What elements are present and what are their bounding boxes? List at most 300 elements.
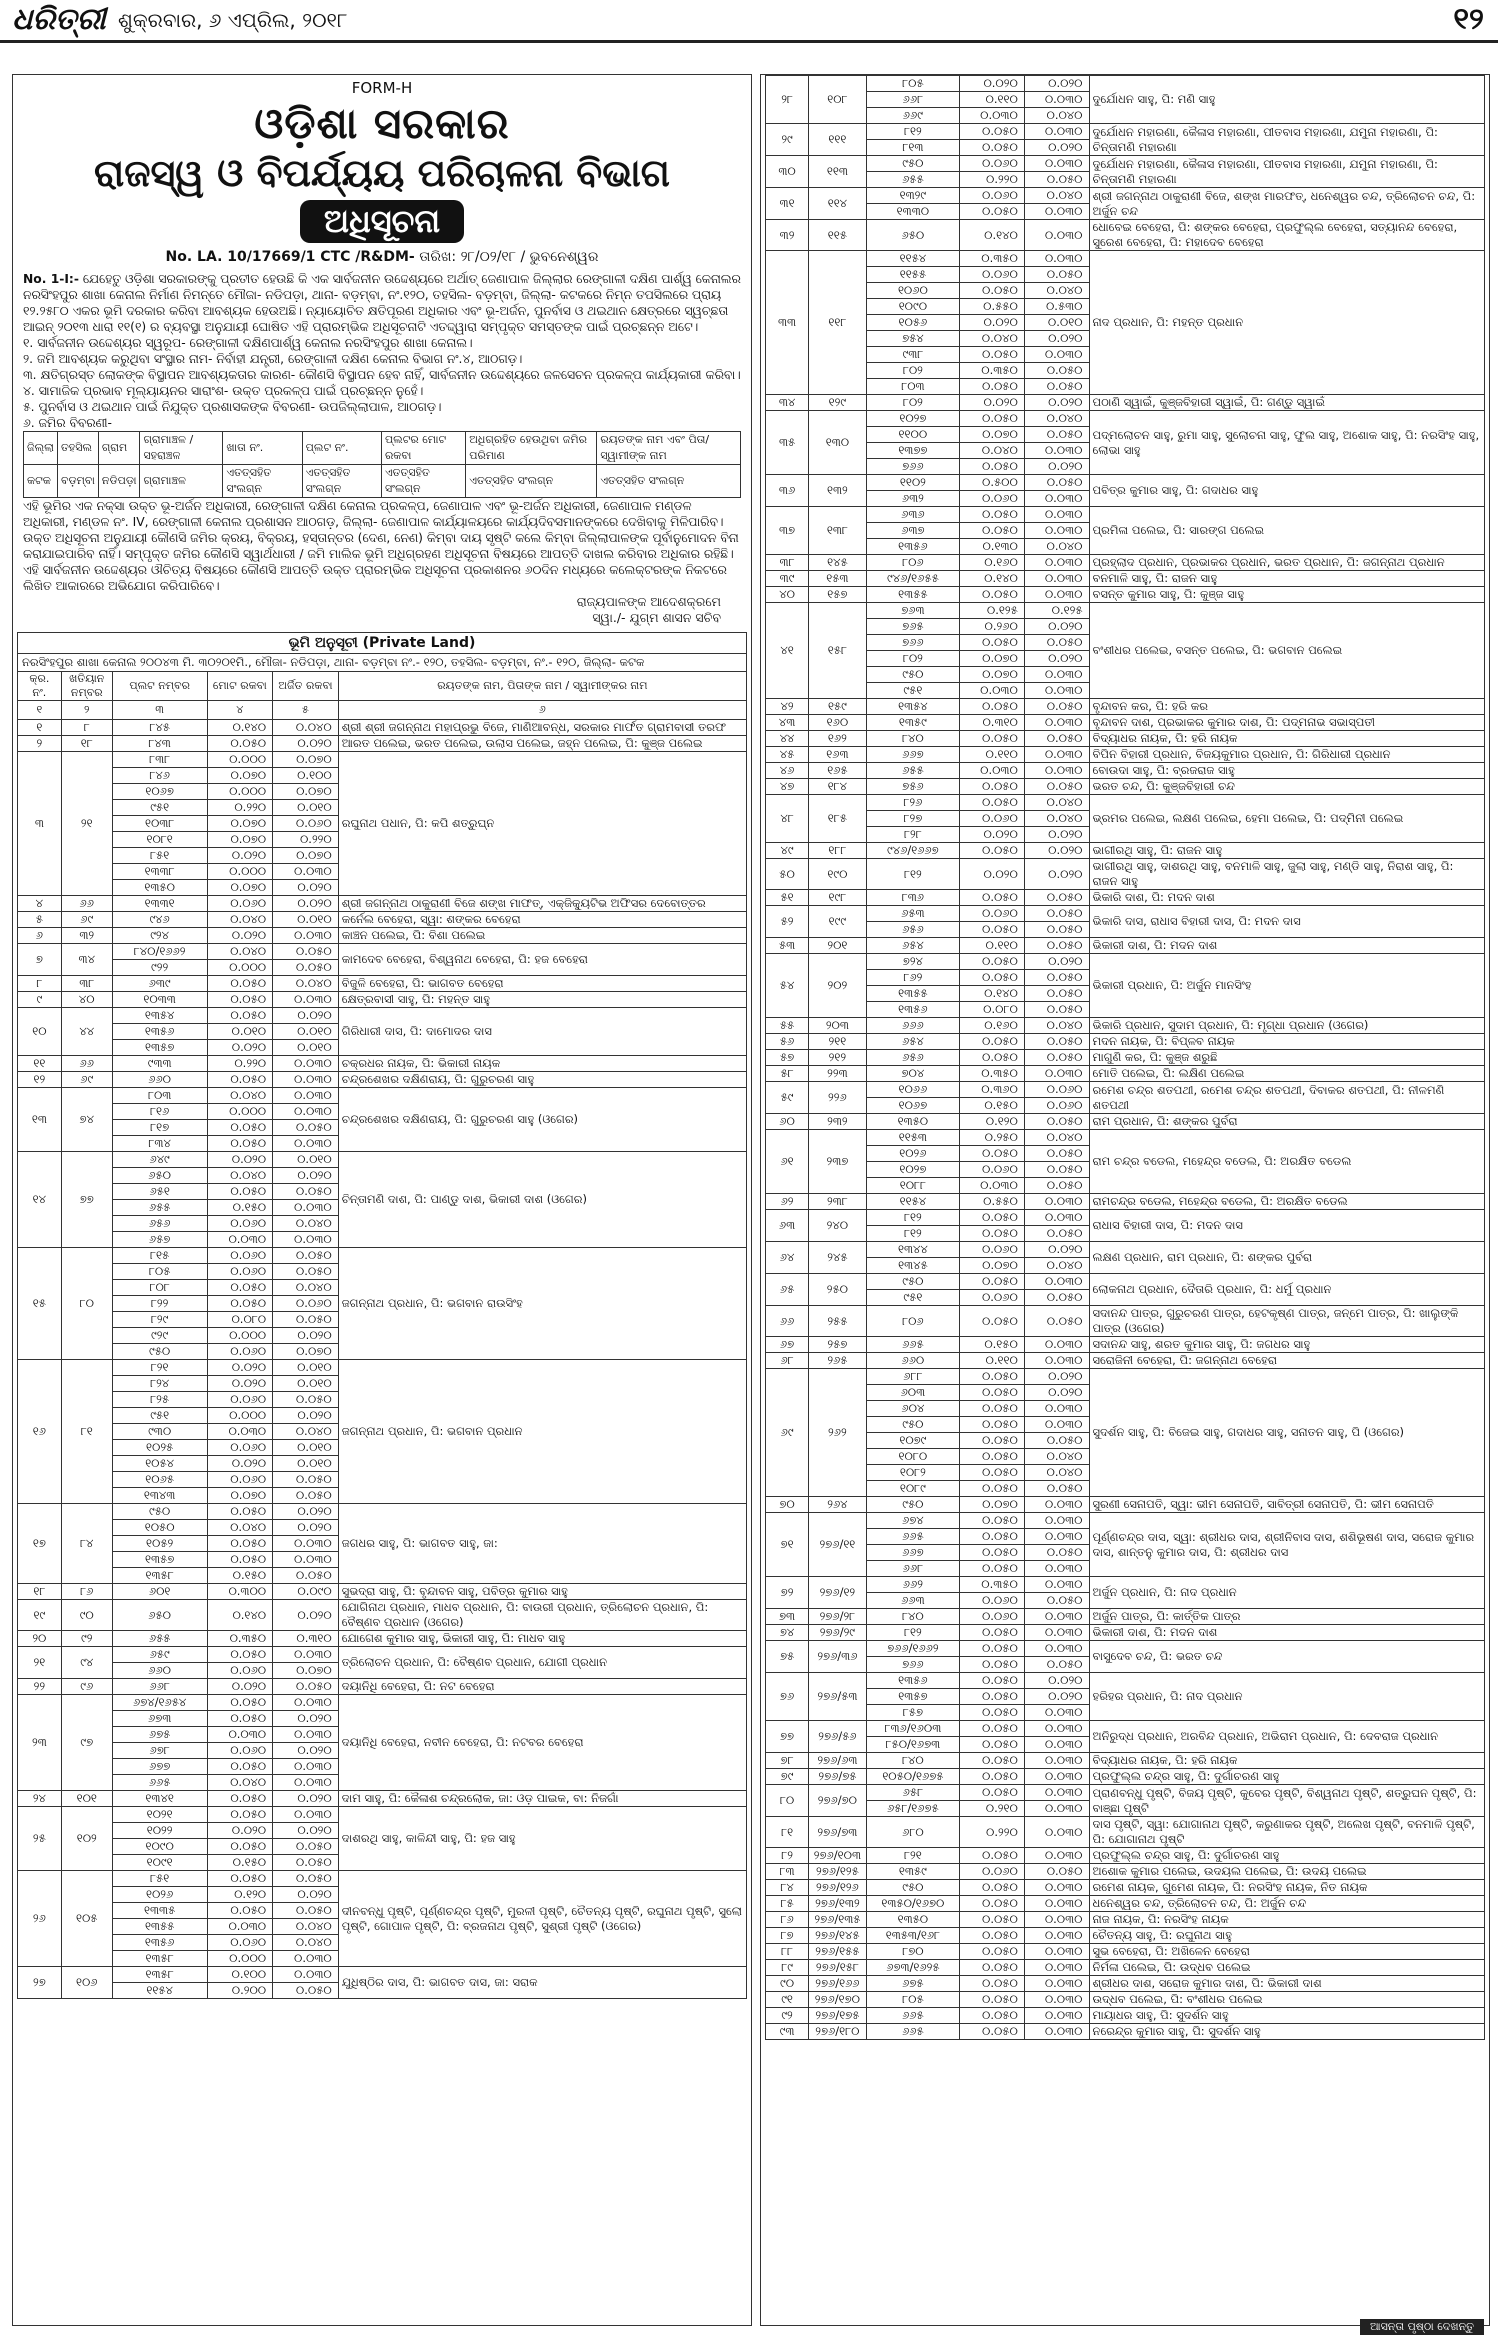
acquired-area-cell: ୦.୦୩୦ (1024, 1641, 1089, 1657)
plot-cell: ୧୩୫୪ (866, 699, 959, 715)
total-area-cell: ୦.୩୬୦ (960, 1082, 1025, 1098)
plot-cell: ୯୨୪ (112, 928, 207, 944)
owner-name-cell: ମୋତି ପଲେଇ, ପି: ଲକ୍ଷିଣ ପଲେଇ (1089, 1066, 1484, 1082)
total-area-cell: ୦.୩୧୦ (960, 715, 1025, 731)
plot-cell: ୯୫୦ (112, 1504, 207, 1520)
table-row (766, 76, 1485, 92)
khatiyan-cell: ୯୬ (61, 1679, 112, 1695)
acquired-area-cell: ୦.୦୩୦ (1024, 491, 1089, 507)
signature-block (13, 594, 751, 626)
acquired-area-cell: ୦.୦୨୦ (1024, 954, 1089, 970)
table-row (766, 843, 1485, 859)
schedule-header-cell: ରୟତଙ୍କ ନାମ, ପିତାଙ୍କ ନାମ / ସ୍ୱାମୀଙ୍କର ନାମ (338, 672, 746, 701)
acquired-area-cell: ୦.୧୦୦ (273, 768, 339, 784)
acquired-area-cell: ୦.୦୯୦ (273, 1584, 339, 1600)
acquired-area-cell: ୦.୦୬୦ (273, 1296, 339, 1312)
total-area-cell: ୦.୦୩୦ (960, 1178, 1025, 1194)
plot-cell: ୬୬୮ (112, 1679, 207, 1695)
acquired-area-cell: ୦.୦୩୦ (1024, 1529, 1089, 1545)
total-area-cell: ୦.୦୨୦ (960, 76, 1025, 92)
land-schedule-table-left (17, 671, 747, 1999)
plot-cell: ୮୧୨ (866, 1226, 959, 1242)
owner-name-cell: ଧନେଶ୍ୱର ଚନ୍ଦ, ତ୍ରିଲୋଚନ ଚନ୍ଦ, ପି: ଅର୍ଜୁନ ଚନ୍ଦ (1089, 1896, 1484, 1912)
plot-cell: ୧୩୫୭ (112, 1552, 207, 1568)
khatiyan-cell: ୯୨ (61, 1631, 112, 1647)
table-row (18, 928, 747, 944)
acquired-area-cell: ୦.୦୫୦ (1024, 475, 1089, 491)
plot-cell: ୧୦୬୫ (112, 1472, 207, 1488)
total-area-cell: ୦.୦୫୦ (960, 1880, 1025, 1896)
plot-cell: ୧୧୫୪ (866, 251, 959, 267)
serial-cell: ୩୦ (766, 156, 809, 188)
owner-name-cell: ଧୋବେଇ ବେହେରା, ପି: ଶଙ୍କର ବେହେରା, ପ୍ରଫୁଲ୍ଲ ବେହେରା, ସତ୍ୟାନନ୍ଦ ବେହେରା, ସୁରେଶ ବେହେରା, ପି: ମହାଦେବ ବେହେରା (1089, 220, 1484, 251)
owner-name-cell: ସୁଭ ବେହେରା, ପି: ଅଖିଳେନ ବେହେରା (1089, 1944, 1484, 1960)
plot-cell: ୯୪୬/୧୬୬୭ (866, 843, 959, 859)
table-row (766, 587, 1485, 603)
acquired-area-cell: ୦.୦୪୦ (1024, 283, 1089, 299)
table-row (766, 1306, 1485, 1337)
plot-cell: ୭୬୫ (866, 619, 959, 635)
plot-cell: ୧୩୫୭ (866, 1689, 959, 1705)
total-area-cell: ୦.୧୫୦ (960, 1337, 1025, 1353)
total-area-cell: ୦.୦୪୦ (207, 1775, 273, 1791)
owner-name-cell: ନରେନ୍ଦ୍ର କୁମାର ସାହୁ, ପି: ସୁଦର୍ଶନ ସାହୁ (1089, 2024, 1484, 2040)
acquired-area-cell: ୦.୦୫୦ (1024, 938, 1089, 954)
plot-cell: ୧୧୫୫ (866, 267, 959, 283)
total-area-cell: ୦.୦୬୦ (207, 1663, 273, 1679)
acquired-area-cell: ୦.୦୧୦ (273, 912, 339, 928)
acquired-area-cell: ୦.୦୨୦ (1024, 331, 1089, 347)
owner-name-cell: ସରୋଜିନୀ ବେହେରା, ପି: ଜଗନ୍ନାଥ ବେହେରା (1089, 1353, 1484, 1369)
detail-value-cell: ଏତତ୍ସହିତ ସଂଲଗ୍ନ (223, 465, 302, 498)
total-area-cell: ୦.୦୪୦ (960, 443, 1025, 459)
total-area-cell: ୦.୦୪୦ (207, 912, 273, 928)
table-row (18, 944, 747, 960)
total-area-cell: ୦.୧୩୦ (960, 539, 1025, 555)
owner-name-cell: ରମେଶ ନାୟକ, ଗୁମେଶ ନାୟକ, ପି: ନରସିଂହ ନାୟକ, ନିତ ନାୟକ (1089, 1880, 1484, 1896)
plot-cell: ୬୫୮/୧୬୭୫ (866, 1801, 959, 1817)
khatiyan-cell: ୧୯୦ (809, 859, 867, 890)
acquired-area-cell: ୦.୦୧୦ (273, 1440, 339, 1456)
paragraph-text: ଯେହେତୁ ଓଡ଼ିଶା ସରକାରଙ୍କୁ ପ୍ରତୀତ ହେଉଛି କି ଏକ ସାର୍ବଜନୀନ ଉଦ୍ଦେଶ୍ୟରେ ଅର୍ଥାତ୍ ଜେଣାପାଳ ଜିଲ୍ଲାର ରେଙ୍ଗାଳୀ ଦକ୍ଷିଣ ପାର୍ଶ୍ୱ କେନାଲର ନରସିଂହପୁର ଶାଖା କେନାଲ ନିର୍ମାଣ ନିମନ୍ତେ ମୌଜା- ନଡିପଡ଼ା, ଥାନା- ବଡ଼ମ୍ବା, ନଂ.୧୨୦, ତହସିଲ- ବଡ଼ମ୍ବା, ଜିଲ୍ଲା- କଟକରେ ନିମ୍ନ ତପସିଲରେ ପ୍ରାୟ ୧୨.୨୫୮୦ ଏକର ଭୂମି ଦରକାର କରିବା ଆବଶ୍ୟକ ହେଉଅଛି। ନ୍ୟାୟୋଚିତ କ୍ଷତିପୂରଣ ଅଧିକାର ଏବଂ ଭୂ-ଅର୍ଜନ, ପୁନର୍ବାସ ଓ ଥଇଥାନ କ୍ଷେତ୍ରରେ ସ୍ୱଚ୍ଛତା ଆଇନ୍ ୨୦୧୩ ଧାରା ୧୧(୧) ର ବ୍ୟବସ୍ଥା ଅନୁଯାୟୀ ଘୋଷିତ ଏହି ପ୍ରାରମ୍ଭିକ ଅଧିସୂଚନାଟି ଏତଦ୍ଦ୍ୱାରା ସମ୍ପୃକ୍ତ ସମସ୍ତଙ୍କ ପାଇଁ ପ୍ରଚ୍ଛନ୍ନ ଅଟେ। (23, 272, 741, 334)
owner-name-cell: ଆରତ ପଲେଇ, ଭରତ ପଲେଇ, ଉଲାସ ପଲେଇ, ଜହ୍ନ ପଲେଇ, ପି: କୁଞ୍ଜ ପଲେଇ (338, 736, 746, 752)
acquired-area-cell: ୦.୦୩୦ (273, 1967, 339, 1983)
acquired-area-cell: ୦.୦୫୦ (1024, 267, 1089, 283)
acquired-area-cell: ୦.୦୩୦ (273, 1647, 339, 1663)
acquired-area-cell: ୦.୦୨୦ (1024, 1385, 1089, 1401)
khatiyan-cell: ୧୬୨ (809, 731, 867, 747)
total-area-cell: ୦.୦୫୦ (207, 1871, 273, 1887)
plot-cell: ୧୩୫୦ (866, 1912, 959, 1928)
acquired-area-cell: ୦.୦୩୦ (1024, 2008, 1089, 2024)
signature-order: ରାଜ୍ୟପାଳଙ୍କ ଆଦେଶକ୍ରମେ (576, 594, 721, 609)
serial-cell: ୧୭ (18, 1504, 62, 1584)
acquired-area-cell: ୦.୦୨୦ (1024, 843, 1089, 859)
table-row (18, 1600, 747, 1631)
detail-value-cell: ଏତତ୍ସହିତ ସଂଲଗ୍ନ (302, 465, 381, 498)
table-row (18, 1967, 747, 1983)
acquired-area-cell: ୦.୦୫୦ (1024, 1002, 1089, 1018)
detail-header-row (24, 432, 741, 465)
acquired-area-cell: ୦.୦୧୦ (273, 1152, 339, 1168)
table-row (766, 1353, 1485, 1369)
total-area-cell: ୦.୦୫୦ (960, 2024, 1025, 2040)
plot-cell: ୭୨୪ (866, 954, 959, 970)
total-area-cell: ୦.୦୨୦ (207, 1152, 273, 1168)
acquired-area-cell: ୦.୦୨୦ (273, 1504, 339, 1520)
table-row (18, 896, 747, 912)
serial-cell: ୬୮ (766, 1353, 809, 1369)
acquired-area-cell: ୦.୦୩୦ (1024, 1417, 1089, 1433)
plot-cell: ୧୦୯୦ (112, 1839, 207, 1855)
acquired-area-cell: ୦.୦୩୦ (1024, 1848, 1089, 1864)
acquired-area-cell: ୦.୦୨୦ (1024, 859, 1089, 890)
table-row (18, 1152, 747, 1168)
serial-cell: ୮୮ (766, 1944, 809, 1960)
acquired-area-cell: ୦.୦୩୦ (273, 1088, 339, 1104)
acquired-area-cell: ୦.୦୩୦ (273, 928, 339, 944)
acquired-area-cell: ୦.୦୫୦ (273, 1120, 339, 1136)
acquired-area-cell: ୦.୦୩୦ (1024, 2024, 1089, 2040)
plot-cell: ୮୪୦/୧୬୬୨ (112, 944, 207, 960)
owner-name-cell: ଭାଗୀରଥି ସାହୁ, ଦାଶରଥି ସାହୁ, ବନମାଳି ସାହୁ, ଜୁଲା ସାହୁ, ମଣ୍ଡି ସାହୁ, ନିରାଶ ସାହୁ, ପି: ରାଜନ ସାହୁ (1089, 859, 1484, 890)
detail-header-cell: ତହସିଲ (57, 432, 98, 465)
total-area-cell: ୦.୦୫୦ (960, 1369, 1025, 1385)
serial-cell: ୫୬ (766, 1034, 809, 1050)
khatiyan-cell: ୧୦୧ (61, 1791, 112, 1807)
acquired-area-cell: ୦.୦୫୦ (1024, 1481, 1089, 1497)
total-area-cell: ୦.୦୬୦ (960, 1609, 1025, 1625)
acquired-area-cell: ୦.୦୫୦ (273, 1392, 339, 1408)
owner-name-cell: ବସନ୍ତ କୁମାର ସାହୁ, ପି: କୁଞ୍ଜ ସାହୁ (1089, 587, 1484, 603)
serial-cell: ୨୧ (18, 1647, 62, 1679)
total-area-cell: ୦.୦୫୦ (960, 1449, 1025, 1465)
total-area-cell: ୦.୦୫୦ (960, 1050, 1025, 1066)
total-area-cell: ୦.୦୬୦ (207, 1264, 273, 1280)
table-row (766, 507, 1485, 523)
owner-name-cell: ପବିତ୍ର କୁମାର ସାହୁ, ପି: ଗଦାଧର ସାହୁ (1089, 475, 1484, 507)
acquired-area-cell: ୦.୦୨୦ (273, 1408, 339, 1424)
total-area-cell: ୦.୦୨୦ (207, 1679, 273, 1695)
khatiyan-cell: ୨୪୦ (809, 1210, 867, 1242)
owner-name-cell: ପ୍ରଫୁଲ୍ଲ ଚନ୍ଦ୍ର ସାହୁ, ପି: ଦୁର୍ଗାଚରଣ ସାହୁ (1089, 1848, 1484, 1864)
total-area-cell: ୦.୦୨୦ (960, 827, 1025, 843)
plot-cell: ୬୭୫ (866, 1976, 959, 1992)
plot-cell: ୮୧୨ (866, 1625, 959, 1641)
table-row (766, 1082, 1485, 1098)
table-row (766, 1050, 1485, 1066)
table-row (766, 571, 1485, 587)
plot-cell: ୧୦୭୯ (866, 1433, 959, 1449)
plot-cell: ୯୨୯ (112, 1328, 207, 1344)
total-area-cell: ୦.୦୫୦ (960, 1689, 1025, 1705)
khatiyan-cell: ୧୧୮ (809, 251, 867, 395)
khatiyan-cell: ୨୭୬/୧୫୫ (809, 1944, 867, 1960)
reference-date: ତାରିଖ: ୨୮/୦୨/୧୮ / ଭୁବନେଶ୍ୱର (419, 249, 599, 265)
owner-name-cell: ସଦାନନ୍ଦ ସାହୁ, ଶରତ କୁମାର ସାହୁ, ପି: ଜଗଧର ସାହୁ (1089, 1337, 1484, 1353)
acquired-area-cell: ୦.୦୩୦ (1024, 1274, 1089, 1290)
total-area-cell: ୦.୦୭୦ (207, 1488, 273, 1504)
table-row (766, 1274, 1485, 1290)
total-area-cell: ୦.୦୨୦ (960, 395, 1025, 411)
khatiyan-cell: ୧୩୨ (809, 475, 867, 507)
khatiyan-cell: ୬୯ (61, 912, 112, 928)
acquired-area-cell: ୦.୦୫୦ (273, 1488, 339, 1504)
khatiyan-cell: ୧୧୪ (809, 188, 867, 220)
serial-cell: ୫୭ (766, 1050, 809, 1066)
serial-cell: ୪ (18, 896, 62, 912)
acquired-area-cell: ୦.୦୩୦ (273, 1136, 339, 1152)
detail-header-cell: ଅଧିଗ୍ରହିତ ହେଉଥିବା ଜମିର ପରିମାଣ (466, 432, 597, 465)
total-area-cell: ୦.୩୫୦ (960, 1066, 1025, 1082)
schedule-header-cell: ଅର୍ଜିତ ରକବା (273, 672, 339, 701)
acquired-area-cell: ୦.୦୩୦ (1024, 1401, 1089, 1417)
total-area-cell: ୦.୦୫୦ (960, 970, 1025, 986)
khatiyan-cell: ୨୭୬/୧୧ (809, 1513, 867, 1577)
total-area-cell: ୦.୦୫୦ (960, 587, 1025, 603)
acquired-area-cell: ୦.୦୧୦ (1024, 315, 1089, 331)
schedule-number-cell: ୪ (207, 701, 273, 720)
acquired-area-cell: ୦.୦୩୦ (1024, 1577, 1089, 1593)
total-area-cell: ୦.୦୫୦ (960, 795, 1025, 811)
plot-cell: ୭୬୩ (866, 603, 959, 619)
khatiyan-cell: ୨୫୫ (809, 1306, 867, 1337)
plot-cell: ୧୦୯୧ (112, 1855, 207, 1871)
plot-cell: ୬୮୮ (866, 1369, 959, 1385)
serial-cell: ୪୭ (766, 779, 809, 795)
acquired-area-cell: ୦.୦୫୦ (1024, 1545, 1089, 1561)
khatiyan-cell: ୮୬ (61, 1584, 112, 1600)
khatiyan-cell: ୨୭୬/୭୩ (809, 1817, 867, 1848)
acquired-area-cell: ୦.୦୫୦ (1024, 970, 1089, 986)
total-area-cell: ୦.୦୨୦ (207, 848, 273, 864)
plot-cell: ୮୨୫ (112, 1392, 207, 1408)
plot-cell: ୮୦୬ (866, 1306, 959, 1337)
plot-cell: ୯୩୩ (112, 1056, 207, 1072)
plot-cell: ୯୫୧ (866, 1290, 959, 1306)
acquired-area-cell: ୦.୦୩୦ (1024, 587, 1089, 603)
khatiyan-cell: ୨୧ (61, 752, 112, 896)
khatiyan-cell: ୧୪୫ (809, 555, 867, 571)
total-area-cell: ୦.୦୫୦ (960, 1433, 1025, 1449)
owner-name-cell: ବୃନ୍ଦାବନ କର, ପି: ହରି କର (1089, 699, 1484, 715)
table-row (766, 1114, 1485, 1130)
total-area-cell: ୦.୦୬୦ (207, 1344, 273, 1360)
acquired-area-cell: ୦.୦୪୦ (1024, 108, 1089, 124)
acquired-area-cell: ୦.୦୩୦ (1024, 1928, 1089, 1944)
table-row (766, 795, 1485, 811)
acquired-area-cell: ୦.୦୩୦ (1024, 1769, 1089, 1785)
acquired-area-cell: ୦.୦୪୦ (1024, 1018, 1089, 1034)
total-area-cell: ୦.୦୫୦ (960, 1465, 1025, 1481)
owner-name-cell: ଚନ୍ଦ୍ରଶେଖର ଦକ୍ଷିଣରାୟ, ପି: ଗୁରୁଚରଣ ସାହୁ (338, 1072, 746, 1088)
plot-cell: ୬୬୫ (866, 1337, 959, 1353)
owner-name-cell: ରାଧାସ ବିହାରୀ ଦାସ, ପି: ମଦନ ଦାସ (1089, 1210, 1484, 1242)
owner-name-cell: ଜଗନ୍ନାଥ ପ୍ରଧାନ, ପି: ଭଗବାନ ରାଉସିଂହ (338, 1248, 746, 1360)
total-area-cell: ୦.୦୫୦ (960, 1928, 1025, 1944)
khatiyan-cell: ୮୦ (61, 1248, 112, 1360)
acquired-area-cell: ୦.୦୫୦ (1024, 699, 1089, 715)
acquired-area-cell: ୦.୦୨୦ (1024, 1242, 1089, 1258)
owner-name-cell: ଜଗନ୍ନାଥ ପ୍ରଧାନ, ପି: ଭଗବାନ ପ୍ରଧାନ (338, 1360, 746, 1504)
plot-cell: ୭୫୪ (866, 331, 959, 347)
owner-name-cell: ଲୋକନାଥ ପ୍ରଧାନ, ଦୈତାରି ପ୍ରଧାନ, ପି: ଧର୍ମୁ ପ୍ରଧାନ (1089, 1274, 1484, 1306)
acquired-area-cell: ୦.୦୩୦ (273, 1552, 339, 1568)
total-area-cell: ୦.୦୫୦ (207, 1807, 273, 1823)
plot-cell: ୬୪୯ (112, 1152, 207, 1168)
table-row (766, 1880, 1485, 1896)
right-column (760, 74, 1490, 2326)
acquired-area-cell: ୦.୦୩୦ (1024, 1194, 1089, 1210)
acquired-area-cell: ୦.୦୨୦ (273, 1887, 339, 1903)
owner-name-cell: ଭରତ ଚନ୍ଦ, ପି: କୁଞ୍ଜବିହାରୀ ଚନ୍ଦ (1089, 779, 1484, 795)
plot-cell: ୮୫୦/୧୬୭୩ (866, 1737, 959, 1753)
detail-header-cell: ଗ୍ରାମ (98, 432, 140, 465)
khatiyan-cell: ୨୫୭ (809, 1337, 867, 1353)
serial-cell: ୨୪ (18, 1791, 62, 1807)
plot-cell: ୬୫୫ (112, 1631, 207, 1647)
serial-cell: ୯୩ (766, 2024, 809, 2040)
owner-name-cell: ବିପିନ ବିହାରୀ ପ୍ରଧାନ, ବିଜୟକୁମାର ପ୍ରଧାନ, ପି: ଗିରିଧାରୀ ପ୍ରଧାନ (1089, 747, 1484, 763)
serial-cell: ୨୬ (18, 1871, 62, 1967)
plot-cell: ୧୦୨୧ (112, 1807, 207, 1823)
total-area-cell: ୦.୦୫୦ (960, 699, 1025, 715)
acquired-area-cell: ୦.୦୧୦ (273, 1024, 339, 1040)
total-area-cell: ୦.୦୫୦ (960, 459, 1025, 475)
plot-cell: ୬୫୬ (112, 1216, 207, 1232)
acquired-area-cell: ୦.୦୫୦ (273, 1839, 339, 1855)
plot-cell: ୧୦୨୭ (866, 1162, 959, 1178)
detail-header-cell: ପ୍ଲଟ ନଂ. (302, 432, 381, 465)
total-area-cell: ୦.୦୫୦ (960, 1385, 1025, 1401)
plot-cell: ୮୩୬ (866, 890, 959, 906)
total-area-cell: ୦.୦୫୦ (960, 1545, 1025, 1561)
plot-cell: ୬୩୬ (866, 507, 959, 523)
plot-cell: ୬୬୮ (866, 1561, 959, 1577)
detail-header-cell: ରୟତଙ୍କ ନାମ ଏବଂ ପିତା/ସ୍ୱାମୀଙ୍କ ନାମ (597, 432, 741, 465)
plot-cell: ୮୧୨ (866, 1210, 959, 1226)
total-area-cell: ୦.୦୫୦ (960, 1306, 1025, 1337)
table-row (766, 188, 1485, 204)
total-area-cell: ୦.୦୫୦ (960, 1721, 1025, 1737)
acquired-area-cell: ୦.୧୨୫ (1024, 603, 1089, 619)
total-area-cell: ୦.୦୫୦ (960, 1657, 1025, 1673)
plot-cell: ୧୩୫୮ (112, 1967, 207, 1983)
acquired-area-cell: ୦.୦୨୦ (273, 880, 339, 896)
owner-name-cell: ତ୍ରିଲୋଚନ ପ୍ରଧାନ, ପି: ବୈଷ୍ଣବ ପ୍ରଧାନ, ଯୋଗୀ ପ୍ରଧାନ (338, 1647, 746, 1679)
khatiyan-cell: ୭୭ (61, 1152, 112, 1248)
plot-cell: ୬୩୯ (112, 976, 207, 992)
total-area-cell: ୦.୦୨୦ (960, 859, 1025, 890)
serial-cell: ୪୮ (766, 795, 809, 843)
plot-cell: ୧୩୫୪ (112, 1008, 207, 1024)
issue-date: ଶୁକ୍ରବାର, ୬ ଏପ୍ରିଲ, ୨୦୧୮ (118, 8, 348, 32)
plot-cell: ୧୦୮୨ (866, 1465, 959, 1481)
total-area-cell: ୦.୦୬୦ (207, 1392, 273, 1408)
khatiyan-cell: ୨୭୬/୧୭୫ (809, 2008, 867, 2024)
khatiyan-cell: ୧୬୩ (809, 747, 867, 763)
serial-cell: ୪୯ (766, 843, 809, 859)
acquired-area-cell: ୦.୦୧୦ (273, 1040, 339, 1056)
owner-name-cell: ଗିରିଧାରୀ ଦାସ, ପି: ଦାମୋଦର ଦାସ (338, 1008, 746, 1056)
serial-cell: ୨୮ (766, 76, 809, 124)
owner-name-cell: ମାଗୁଣି କର, ପି: କୁଞ୍ଜ ଶରୁଛି (1089, 1050, 1484, 1066)
acquired-area-cell: ୦.୦୫୦ (273, 1312, 339, 1328)
owner-name-cell: ରଘୁନାଥ ପଧାନ, ପି: କପି ଶତ୍ରୁଘ୍ନ (338, 752, 746, 896)
acquired-area-cell: ୦.୦୩୦ (1024, 204, 1089, 220)
continued-note: ଆସନ୍ତା ପୃଷ୍ଠା ଦେଖନ୍ତୁ (1360, 2319, 1484, 2335)
serial-cell: ୮୪ (766, 1880, 809, 1896)
serial-cell: ୩୪ (766, 395, 809, 411)
total-area-cell: ୦.୧୧୦ (960, 938, 1025, 954)
acquired-area-cell: ୦.୦୫୦ (1024, 986, 1089, 1002)
plot-cell: ୧୦୩୩ (112, 992, 207, 1008)
serial-cell: ୯୧ (766, 1992, 809, 2008)
plot-cell: ୯୫୦ (112, 1344, 207, 1360)
acquired-area-cell: ୦.୦୫୦ (273, 1472, 339, 1488)
total-area-cell: ୦.୦୫୦ (960, 1561, 1025, 1577)
plot-cell: ୬୫୭ (112, 1232, 207, 1248)
acquired-area-cell: ୦.୦୫୦ (1024, 890, 1089, 906)
plot-cell: ୭୬୬/୧୬୬୨ (866, 1641, 959, 1657)
total-area-cell: ୦.୧୫୦ (207, 1200, 273, 1216)
notice-list-item: ୩. କ୍ଷତିଗ୍ରସ୍ତ ଲୋକଙ୍କ ବିସ୍ଥାପନ ଆବଶ୍ୟକତାର କାରଣ- କୌଣସି ବିସ୍ଥାପନ ହେବ ନାହିଁ, ସାର୍ବଜନୀନ ଉଦ୍ଦେଶ୍ୟରେ ଜଳସେଚନ ପ୍ରକଳ୍ପ କାର୍ଯ୍ୟକାରୀ କରିବା। (23, 368, 741, 382)
table-row (18, 1584, 747, 1600)
serial-cell: ୬୬ (766, 1306, 809, 1337)
plot-cell: ୧୩୫୮ (112, 1951, 207, 1967)
total-area-cell: ୦.୦୨୦ (207, 1823, 273, 1839)
plot-cell: ୧୩୫୦ (866, 1114, 959, 1130)
detail-value-cell: ଏତତ୍ସହିତ ସଂଲଗ୍ନ (597, 465, 741, 498)
table-row (766, 1960, 1485, 1976)
serial-cell: ୫୯ (766, 1082, 809, 1114)
khatiyan-cell: ୨୭୬/୨୮ (809, 1609, 867, 1625)
plot-cell: ୧୦୫୪ (112, 1456, 207, 1472)
acquired-area-cell: ୦.୦୪୦ (273, 1935, 339, 1951)
total-area-cell: ୦.୧୦୦ (207, 1967, 273, 1983)
detail-header-cell: ଖାତା ନଂ. (223, 432, 302, 465)
owner-name-cell: ଅନିରୁଦ୍ଧ ପ୍ରଧାନ, ଅରବିନ୍ଦ ପ୍ରଧାନ, ଅଭିରାମ ପ୍ରଧାନ, ପି: ଦେବରାଜ ପ୍ରଧାନ (1089, 1721, 1484, 1753)
serial-cell: ୫୨ (766, 906, 809, 938)
acquired-area-cell: ୦.୦୫୦ (273, 1871, 339, 1887)
acquired-area-cell: ୦.୦୫୦ (273, 1903, 339, 1919)
schedule-header-cell: ପ୍ଲଟ ନମ୍ବର (112, 672, 207, 701)
plot-cell: ୭୬୬ (866, 1657, 959, 1673)
acquired-area-cell: ୦.୦୪୦ (1024, 795, 1089, 811)
table-row (766, 1896, 1485, 1912)
total-area-cell: ୦.୦୫୦ (960, 347, 1025, 363)
total-area-cell: ୦.୦୬୦ (207, 1216, 273, 1232)
khatiyan-cell: ୧୧୫ (809, 220, 867, 251)
plot-cell: ୮୦୫ (866, 1992, 959, 2008)
detail-header-cell: ଜିଲ୍ଲା (24, 432, 58, 465)
serial-cell: ୬୪ (766, 1242, 809, 1274)
acquired-area-cell: ୦.୦୨୦ (1024, 1689, 1089, 1705)
khatiyan-cell: ୨୭୬/୫୩ (809, 1673, 867, 1721)
owner-name-cell: ଲକ୍ଷଣ ପ୍ରଧାନ, ରାମ ପ୍ରଧାନ, ପି: ଶଙ୍କର ପୁର୍ବରା (1089, 1242, 1484, 1274)
table-row (766, 747, 1485, 763)
plot-cell: ୮୧୩ (866, 140, 959, 156)
plot-cell: ୧୩୫୮ (112, 1568, 207, 1584)
acquired-area-cell: ୦.୦୩୦ (1024, 523, 1089, 539)
acquired-area-cell: ୦.୦୩୦ (1024, 1609, 1089, 1625)
total-area-cell: ୦.୦୫୦ (960, 1513, 1025, 1529)
acquired-area-cell: ୦.୦୩୦ (1024, 747, 1089, 763)
acquired-area-cell: ୦.୦୬୦ (273, 816, 339, 832)
table-row (766, 859, 1485, 890)
total-area-cell: ୦.୦୫୦ (960, 1912, 1025, 1928)
khatiyan-cell: ୧୮୫ (809, 795, 867, 843)
